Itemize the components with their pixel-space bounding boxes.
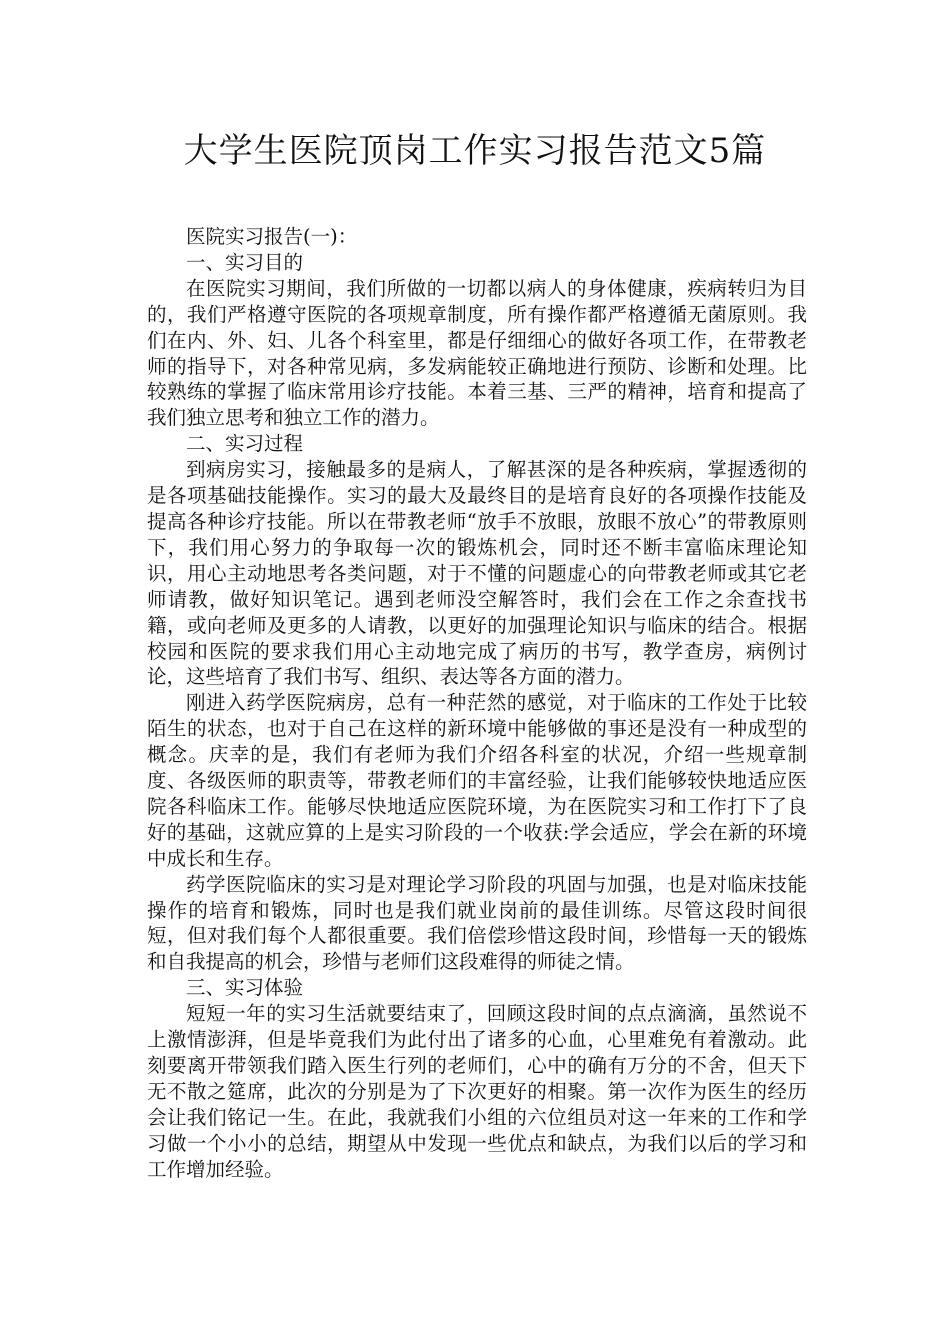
document-title: 大学生医院顶岗工作实习报告范文5篇 (183, 131, 767, 171)
section-heading-purpose: 一、实习目的 (186, 250, 304, 274)
section-heading-experience: 三、实习体验 (186, 976, 304, 1000)
paragraph-process-3: 药学医院临床的实习是对理论学习阶段的巩固与加强，也是对临床技能操作的培育和锻炼，同时也是我们就业岗前的最佳训练。尽管这段时间很短，但对我们每个人都很重要。我们倍偿珍惜这段时间，珍惜每一天的锻炼和自我提高的机会，珍惜与老师们这段难得的师徒之情。 (147, 872, 807, 974)
report-heading: 医院实习报告(一)： (186, 225, 358, 248)
document-body (147, 224, 807, 1183)
paragraph-experience: 短短一年的实习生活就要结束了，回顾这段时间的点点滴滴，虽然说不上激情澎湃，但是毕竟我们为此付出了诸多的心血，心里难免有着激动。此刻要离开带领我们踏入医生行列的老师们，心中的确有万分的不舍，但天下无不散之筵席，此次的分别是为了下次更好的相聚。第一次作为医生的经历会让我们铭记一生。在此，我就我们小组的六位组员对这一年来的工作和学习做一个小小的总结，期望从中发现一些优点和缺点，为我们以后的学习和工作增加经验。 (147, 1002, 807, 1181)
paragraph-purpose: 在医院实习期间，我们所做的一切都以病人的身体健康，疾病转归为目的，我们严格遵守医院的各项规章制度，所有操作都严格遵循无菌原则。我们在内、外、妇、儿各个科室里，都是仔细细心的做好各项工作，在带教老师的指导下，对各种常见病，多发病能较正确地进行预防、诊断和处理。比较熟练的掌握了临床常用诊疗技能。本着三基、三严的精神，培育和提高了我们独立思考和独立工作的潜力。 (147, 276, 807, 430)
section-heading-process: 二、实习过程 (186, 432, 304, 456)
paragraph-process-2: 刚进入药学医院病房，总有一种茫然的感觉，对于临床的工作处于比较陌生的状态，也对于自己在这样的新环境中能够做的事还是没有一种成型的概念。庆幸的是，我们有老师为我们介绍各科室的状况，介绍一些规章制度、各级医师的职责等，带教老师们的丰富经验，让我们能够较快地适应医院各科临床工作。能够尽快地适应医院环境，为在医院实习和工作打下了良好的基础，这就应算的上是实习阶段的一个收获:学会适应，学会在新的环境中成长和生存。 (147, 691, 807, 870)
paragraph-process-1: 到病房实习，接触最多的是病人，了解甚深的是各种疾病，掌握透彻的是各项基础技能操作。实习的最大及最终目的是培育良好的各项操作技能及提高各种诊疗技能。所以在带教老师“放手不放眼，放眼不放心”的带教原则下，我们用心努力的争取每一次的锻炼机会，同时还不断丰富临床理论知识，用心主动地思考各类问题，对于不懂的问题虚心的向带教老师或其它老师请教，做好知识笔记。遇到老师没空解答时，我们会在工作之余查找书籍，或向老师及更多的人请教，以更好的加强理论知识与临床的结合。根据校园和医院的要求我们用心主动地完成了病历的书写，教学查房，病例讨论，这些培育了我们书写、组织、表达等各方面的潜力。 (147, 458, 807, 689)
